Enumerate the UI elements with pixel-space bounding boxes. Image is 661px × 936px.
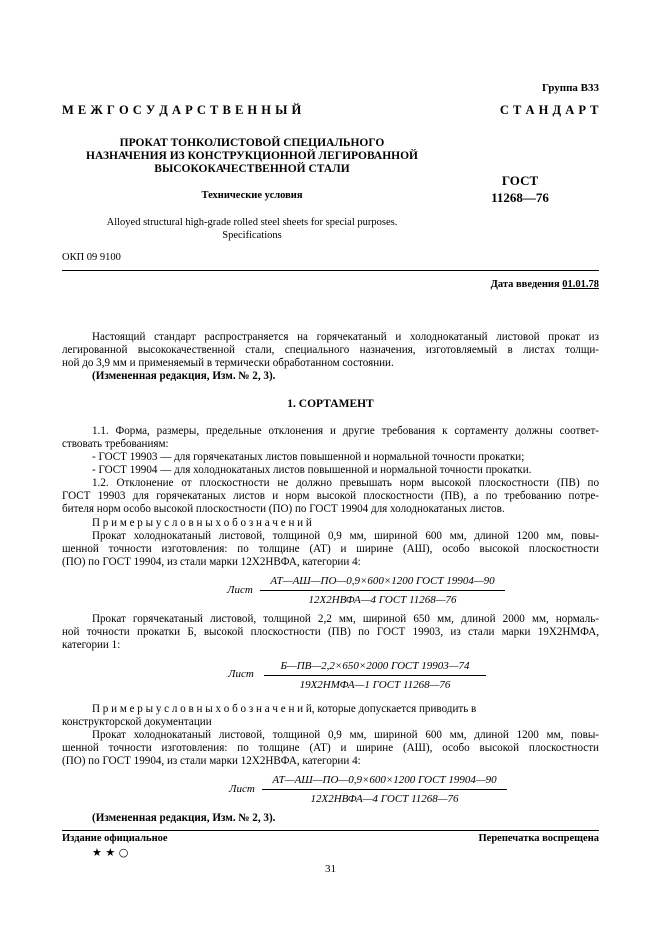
example-line: шенной точности изготовления: по толщине (АТ) и ширине (АШ), особо высокой плоскостности xyxy=(62,543,599,555)
section-line: бителя норм особо высокой плоскостности (ПО) по ГОСТ 19904 для холоднокатаных листов. xyxy=(62,503,505,515)
standard-banner-left: М Е Ж Г О С У Д А Р С Т В Е Н Н Ы Й xyxy=(62,103,302,117)
english-title-line: Alloyed structural high-grade rolled steel sheets for special purposes. xyxy=(106,217,398,228)
intro-line: легированной высококачественной стали, специального назначения, изготовляемый в листах толщи- xyxy=(62,344,599,356)
intro-line: ной до 3,9 мм и применяемый в термически обработанном состоянии. xyxy=(62,357,394,369)
intro-line: Настоящий стандарт распространяется на горячекатаный и холоднокатаный листовой прокат из xyxy=(92,331,599,343)
formula-label: Лист xyxy=(228,668,254,680)
example-line: ной точности прокатки Б, высокой плоскостности (ПВ) по ГОСТ 19903, из стали марки 19Х2НМФА, xyxy=(62,626,599,638)
fraction-bar xyxy=(264,675,486,676)
formula-label: Лист xyxy=(229,783,255,795)
example-line: (ПО) по ГОСТ 19904, из стали марки 12Х2НВФА, категории 4: xyxy=(62,556,361,568)
example-line: шенной точности изготовления: по толщине (АТ) и ширине (АШ), особо высокой плоскостности xyxy=(62,742,599,754)
examples-heading-spaced: П р и м е р ы у с л о в н ы х о б о з н а ч е н и й, xyxy=(92,703,315,715)
intro-date xyxy=(491,279,599,290)
page-number: 31 xyxy=(325,863,336,875)
standard-banner-right: С Т А Н Д А Р Т xyxy=(499,103,599,117)
examples-heading: П р и м е р ы у с л о в н ы х о б о з н а ч е н и й xyxy=(92,517,312,529)
gost-number: 11268—76 xyxy=(491,190,549,205)
formula-numerator: АТ—АШ—ПО—0,9×600×1200 ГОСТ 19904—90 xyxy=(270,575,495,587)
intro-edition: (Измененная редакция, Изм. № 2, 3). xyxy=(92,370,276,382)
example-line: Прокат холоднокатаный листовой, толщиной 0,9 мм, шириной 600 мм, длиной 1200 мм, повы- xyxy=(92,729,599,741)
english-title xyxy=(62,216,442,242)
examples-heading-rest: которые допускается приводить в xyxy=(317,703,477,715)
footer-divider xyxy=(62,830,599,831)
section-line: ГОСТ 19903 для горячекатаных листов и норм высокой плоскостности (ПВ), а по требованию потре- xyxy=(62,490,599,502)
section-line: 1.1. Форма, размеры, предельные отклонения и другие требования к сортаменту должны соответ- xyxy=(92,425,599,437)
section-line: - ГОСТ 19904 — для холоднокатаных листов повышенной и нормальной точности прокатки. xyxy=(92,464,532,476)
reprint-notice: Перепечатка воспрещена xyxy=(478,833,599,844)
example-line: Прокат холоднокатаный листовой, толщиной 0,9 мм, шириной 600 мм, длиной 1200 мм, повы- xyxy=(92,530,599,542)
document-subtitle: Технические условия xyxy=(201,190,303,201)
document-title xyxy=(62,137,442,176)
english-title-line: Specifications xyxy=(222,230,282,241)
title-line: ВЫСОКОКАЧЕСТВЕННОЙ СТАЛИ xyxy=(154,163,350,175)
section-line: - ГОСТ 19903 — для горячекатаных листов повышенной и нормальной точности прокатки; xyxy=(92,451,525,463)
intro-date-label: Дата введения xyxy=(490,279,560,290)
examples-heading-line: конструкторской документации xyxy=(62,716,212,728)
formula-label: Лист xyxy=(227,584,253,596)
example-line: (ПО) по ГОСТ 19904, из стали марки 12Х2НВФА, категории 4: xyxy=(62,755,361,767)
section-line: 1.2. Отклонение от плоскостности не должно превышать норм высокой плоскостности (ПВ) по xyxy=(92,477,599,489)
fraction-bar xyxy=(260,590,505,591)
formula-denominator: 12Х2НВФА—4 ГОСТ 11268—76 xyxy=(310,793,459,805)
header-divider xyxy=(62,270,599,271)
example-line: Прокат горячекатаный листовой, толщиной 2,2 мм, шириной 650 мм, длиной 2000 мм, нормаль- xyxy=(92,613,599,625)
intro-date-value: 01.01.78 xyxy=(562,279,599,290)
title-line: ПРОКАТ ТОНКОЛИСТОВОЙ СПЕЦИАЛЬНОГО xyxy=(119,137,385,149)
example-line: категории 1: xyxy=(62,639,121,651)
formula-numerator: Б—ПВ—2,2×650×2000 ГОСТ 19903—74 xyxy=(280,660,470,672)
footer-marks: ★ ★ ○ xyxy=(92,846,129,859)
title-line: НАЗНАЧЕНИЯ ИЗ КОНСТРУКЦИОННОЙ ЛЕГИРОВАННОЙ xyxy=(86,150,418,162)
formula-denominator: 12Х2НВФА—4 ГОСТ 11268—76 xyxy=(308,594,457,606)
gost-label: ГОСТ xyxy=(501,173,539,188)
formula-denominator: 19Х2НМФА—1 ГОСТ 11268—76 xyxy=(299,679,451,691)
examples-heading xyxy=(92,703,476,716)
group-label: Группа В33 xyxy=(541,82,599,94)
section-heading: 1. СОРТАМЕНТ xyxy=(287,398,374,410)
formula-numerator: АТ—АШ—ПО—0,9×600×1200 ГОСТ 19904—90 xyxy=(272,774,497,786)
section-edition: (Измененная редакция, Изм. № 2, 3). xyxy=(92,812,276,824)
official-edition: Издание официальное xyxy=(62,833,168,844)
section-line: ствовать требованиям: xyxy=(62,438,169,450)
fraction-bar xyxy=(262,789,507,790)
okp-code: ОКП 09 9100 xyxy=(62,252,121,263)
